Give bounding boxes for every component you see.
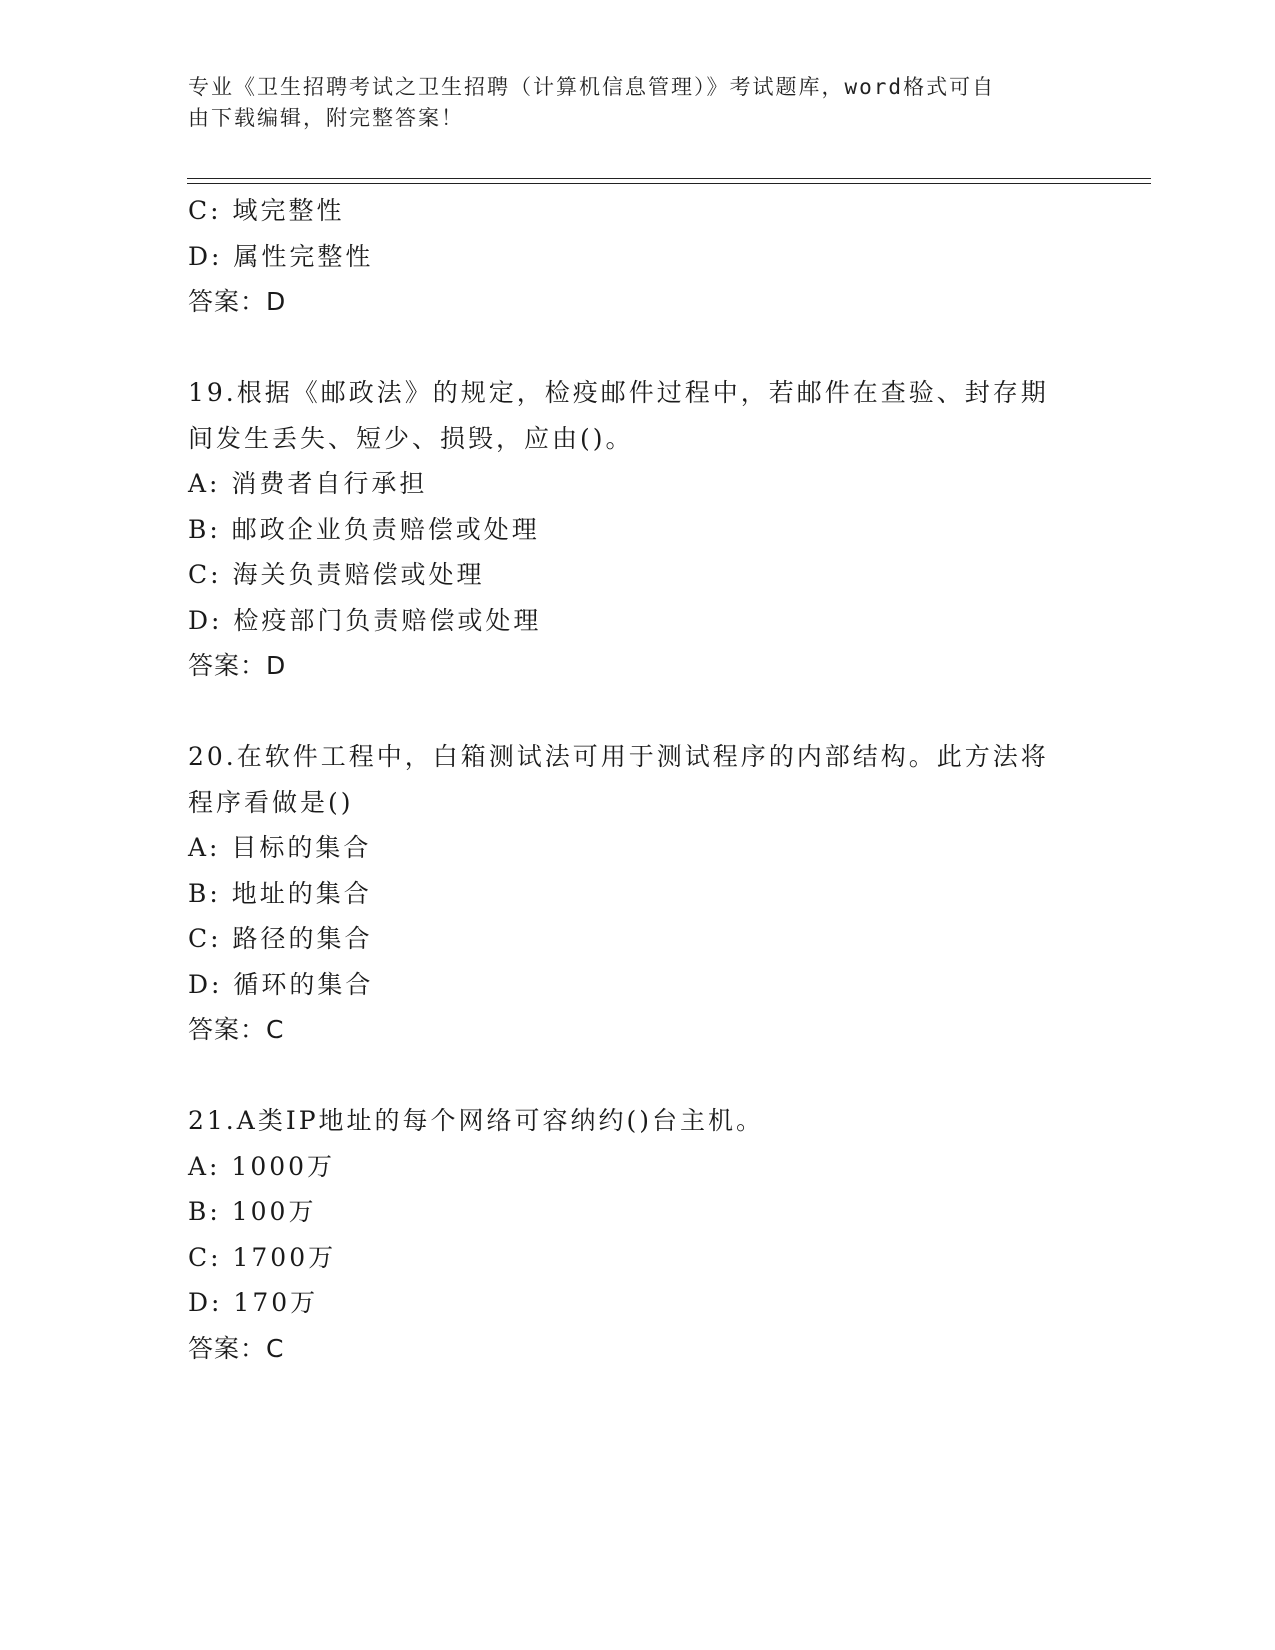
prev-question [188,188,1088,325]
option-d: D: 170万 [188,1288,319,1317]
question-content [188,188,1088,1371]
spacer [188,325,1088,371]
option-b: B: 邮政企业负责赔偿或处理 [188,514,540,544]
question-stem: 20.在软件工程中，白箱测试法可用于测试程序的内部结构。此方法将 [188,742,1049,771]
answer: 答案：D [188,287,287,316]
option-a: A: 目标的集合 [188,833,372,862]
option-a: A: 1000万 [188,1151,336,1181]
option-c: C: 域完整性 [188,196,345,225]
document-header [188,72,1068,134]
option-d: D: 属性完整性 [188,241,374,271]
option-c: C: 海关负责赔偿或处理 [188,560,485,589]
option-a: A: 消费者自行承担 [188,469,428,498]
question-stem: 21.A类IP地址的每个网络可容纳约()台主机。 [188,1106,765,1135]
option-b: B: 100万 [188,1197,317,1226]
spacer [188,689,1088,735]
answer: 答案：D [188,651,287,680]
question-21 [188,1098,1088,1371]
option-b: B: 地址的集合 [188,878,372,908]
question-20 [188,734,1088,1053]
option-d: D: 循环的集合 [188,969,374,999]
spacer [188,1053,1088,1099]
header-line-2: 由下载编辑，附完整答案！ [188,106,464,130]
question-stem: 19.根据《邮政法》的规定，检疫邮件过程中，若邮件在查验、封存期 [188,378,1049,407]
question-19 [188,370,1088,689]
question-stem: 程序看做是() [188,787,354,817]
answer: 答案：C [188,1015,285,1044]
question-stem: 间发生丢失、短少、损毁，应由()。 [188,423,634,453]
option-c: C: 1700万 [188,1242,337,1272]
option-d: D: 检疫部门负责赔偿或处理 [188,605,542,635]
header-divider-bottom [187,183,1151,184]
header-line-1: 专业《卫生招聘考试之卫生招聘（计算机信息管理）》考试题库，word格式可自 [188,75,996,99]
answer: 答案：C [188,1333,285,1363]
option-c: C: 路径的集合 [188,924,373,953]
header-divider-top [187,178,1151,179]
